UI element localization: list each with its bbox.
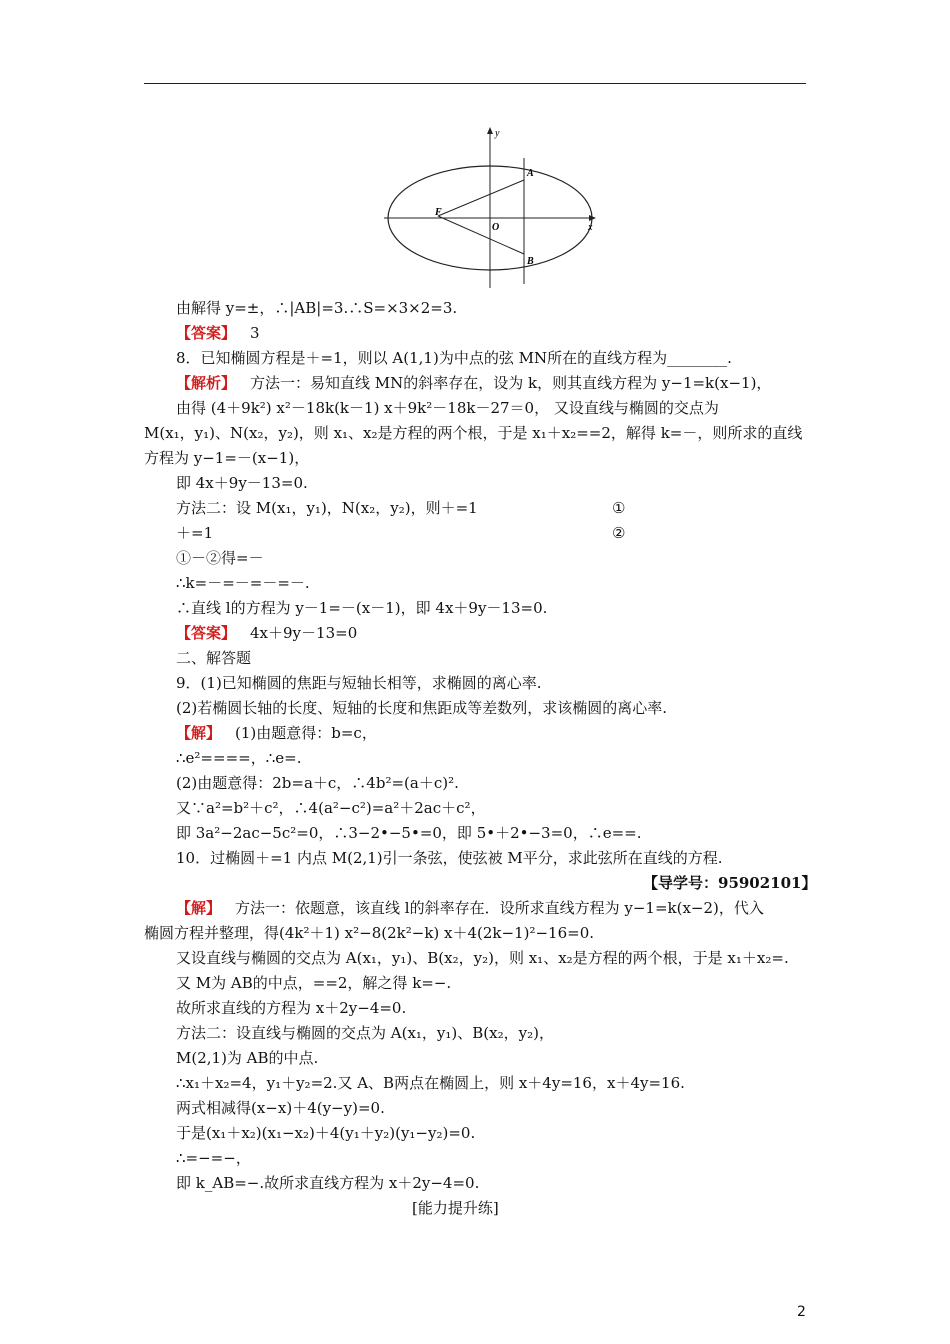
guide-number: 【导学号：95902101】 <box>643 874 817 892</box>
solution-tag: 【解】 <box>176 899 222 917</box>
equation-marker-2: ② <box>612 524 626 542</box>
answer-line: 【答案】 4x＋9y－13=0 <box>176 624 358 642</box>
solution-tag: 【解】 <box>176 724 222 742</box>
text-line: 故所求直线的方程为 x＋2y−4=0. <box>176 999 407 1017</box>
analysis-line: 【解析】 方法一：易知直线 MN的斜率存在，设为 k，则其直线方程为 y−1=k(x−1)， <box>176 374 772 392</box>
section-heading: [能力提升练] <box>412 1199 499 1217</box>
text-line: 于是(x₁＋x₂)(x₁−x₂)＋4(y₁＋y₂)(y₁−y₂)=0. <box>176 1124 476 1142</box>
text-line: ①－②得=－ <box>176 549 264 567</box>
text-line: 方法二：设直线与椭圆的交点为 A(x₁，y₁)、B(x₂，y₂)， <box>176 1024 554 1042</box>
analysis-tag: 【解析】 <box>176 374 237 392</box>
text-line: (2)由题意得：2b=a＋c，∴4b²=(a＋c)². <box>176 774 459 792</box>
text-line: 由得 (4＋9k²) x²－18k(k－1) x＋9k²－18k－27＝0， 又设直线与椭圆的交点为 <box>176 399 719 417</box>
text-line: 又 M为 AB的中点，==2，解之得 k=−. <box>176 974 452 992</box>
segment-fa <box>438 180 524 216</box>
label-y: y <box>495 128 500 139</box>
question-8: 8．已知椭圆方程是＋=1，则以 A(1,1)为中点的弦 MN所在的直线方程为________. <box>176 349 732 367</box>
question-10: 10．过椭圆＋=1 内点 M(2,1)引一条弦，使弦被 M平分，求此弦所在直线的方程. <box>176 849 723 867</box>
equation-marker-1: ① <box>612 499 626 517</box>
text-line: 椭圆方程并整理，得(4k²＋1) x²−8(2k²−k) x＋4(2k−1)²−16=0. <box>144 924 595 942</box>
text-line: 又设直线与椭圆的交点为 A(x₁，y₁)、B(x₂，y₂)，则 x₁、x₂是方程的两个根，于是 x₁＋x₂=. <box>176 949 789 967</box>
text-line: 两式相减得(x−x)＋4(y−y)=0. <box>176 1099 385 1117</box>
label-x: x <box>588 222 593 233</box>
ellipse-figure <box>384 124 600 290</box>
text-line: (2)若椭圆长轴的长度、短轴的长度和焦距成等差数列，求该椭圆的离心率. <box>176 699 668 717</box>
text-line: M(x₁，y₁)、N(x₂，y₂)，则 x₁、x₂是方程的两个根，于是 x₁＋x₂==2，解得 k=－，则所求的直线 <box>144 424 803 442</box>
page-number: 2 <box>797 1304 806 1320</box>
text-line: ∴=−=−， <box>176 1149 251 1167</box>
text-line: 即 4x＋9y－13=0. <box>176 474 308 492</box>
y-axis-arrow <box>487 127 493 134</box>
segment-fb <box>438 216 524 254</box>
text-line: ∴x₁＋x₂=4，y₁＋y₂=2.又 A、B两点在椭圆上，则 x＋4y=16，x＋4y=16. <box>176 1074 685 1092</box>
text-line: 方程为 y−1=－(x−1)， <box>144 449 310 467</box>
text-line: ∴e²====，∴e=. <box>176 749 302 767</box>
text-line: 又∵a²=b²＋c²，∴4(a²−c²)=a²＋2ac＋c²， <box>176 799 486 817</box>
text-line: 即 3a²−2ac−5c²=0，∴3−2•−5•=0，即 5•＋2•−3=0，∴e==. <box>176 824 642 842</box>
header-rule <box>144 83 806 84</box>
answer-tag: 【答案】 <box>176 324 237 342</box>
text-line: ∴直线 l的方程为 y－1=－(x－1)，即 4x＋9y－13=0. <box>176 599 548 617</box>
answer-tag: 【答案】 <box>176 624 237 642</box>
text-line: ∴k=－=－=－=－. <box>176 574 310 592</box>
section-heading: 二、解答题 <box>176 649 252 667</box>
text-line: 即 k_AB=−.故所求直线方程为 x＋2y−4=0. <box>176 1174 480 1192</box>
text-line: M(2,1)为 AB的中点. <box>176 1049 319 1067</box>
text-line: 由解得 y=±，∴|AB|=3.∴S=×3×2=3. <box>176 299 458 317</box>
solution-line: 【解】 (1)由题意得：b=c， <box>176 724 377 742</box>
label-o: O <box>492 222 500 233</box>
solution-line: 【解】 方法一：依题意，该直线 l的斜率存在．设所求直线方程为 y−1=k(x−2)，代入 <box>176 899 764 917</box>
label-b: B <box>527 256 534 267</box>
text-line: 方法二：设 M(x₁，y₁)，N(x₂，y₂)，则＋=1 <box>176 499 478 517</box>
answer-line: 【答案】 3 <box>176 324 260 342</box>
text-line: ＋=1 <box>176 524 214 542</box>
question-9: 9．(1)已知椭圆的焦距与短轴长相等，求椭圆的离心率. <box>176 674 542 692</box>
label-f: F <box>435 207 442 218</box>
label-a: A <box>527 168 534 179</box>
